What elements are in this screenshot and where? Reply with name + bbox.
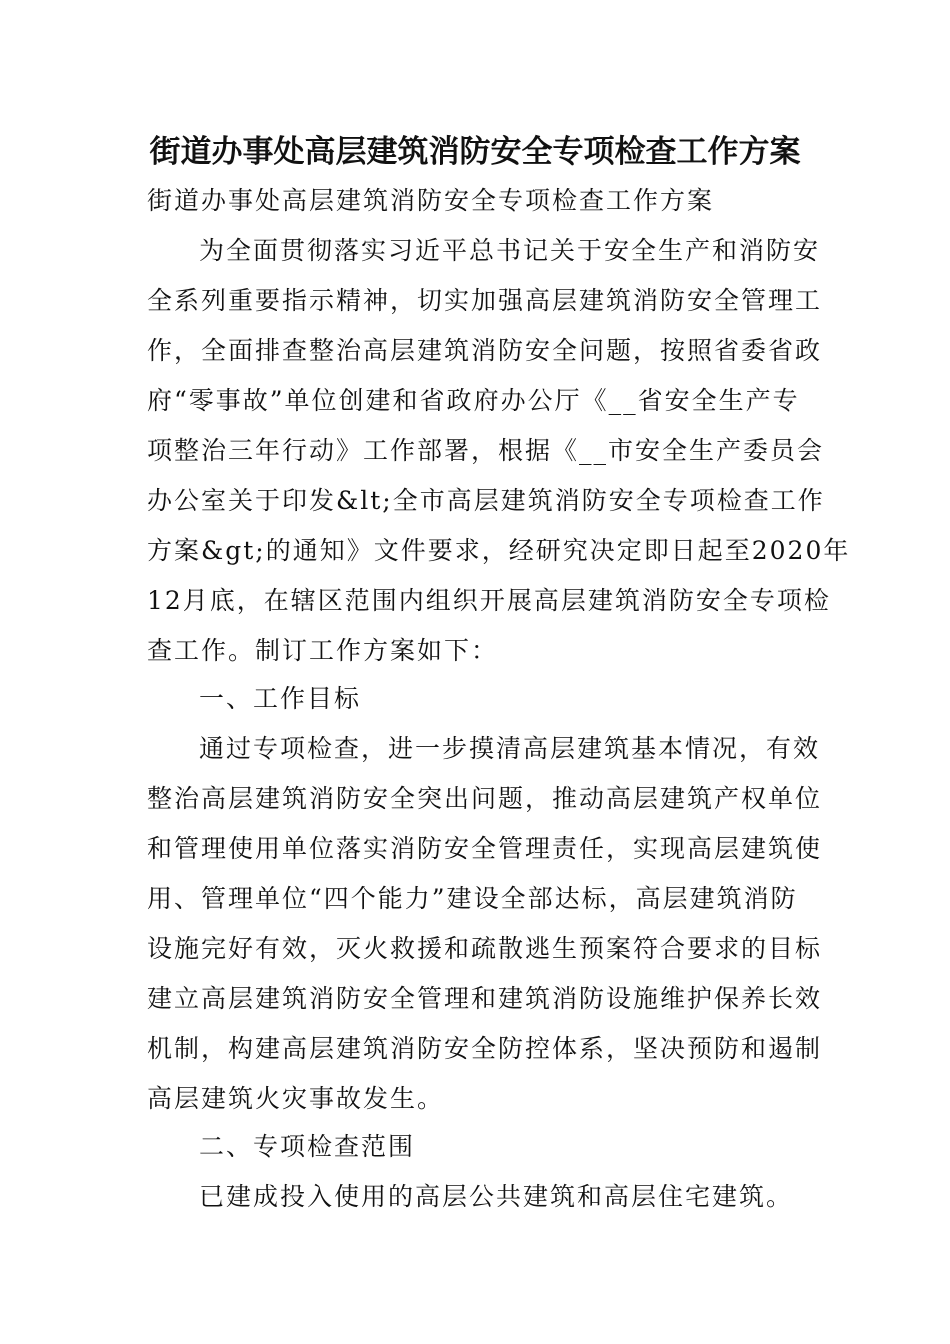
paragraph-line: 府“零事故”单位创建和省政府办公厅《__省安全生产专 [147, 386, 800, 415]
paragraph-line: 机制，构建高层建筑消防安全防控体系，坚决预防和遏制 [147, 1034, 823, 1063]
paragraph-line: 为全面贯彻落实习近平总书记关于安全生产和消防安 [199, 236, 821, 265]
paragraph-line: 设施完好有效，灭火救援和疏散逃生预案符合要求的目标 [147, 934, 823, 963]
section-heading-goals [147, 674, 807, 724]
section-heading-text: 一、工作目标 [199, 684, 362, 713]
paragraph-line: 全系列重要指示精神，切实加强高层建筑消防安全管理工 [147, 286, 823, 315]
section-heading-scope [147, 1122, 807, 1172]
paragraph-line: 项整治三年行动》工作部署，根据《__市安全生产委员会 [147, 436, 825, 465]
paragraph-line: 12月底，在辖区范围内组织开展高层建筑消防安全专项检 [147, 586, 831, 615]
paragraph-line: 通过专项检查，进一步摸清高层建筑基本情况，有效 [199, 734, 821, 763]
document-subtitle: 街道办事处高层建筑消防安全专项检查工作方案 [147, 186, 715, 215]
paragraph-line: 用、管理单位“四个能力”建设全部达标，高层建筑消防 [147, 884, 798, 913]
paragraph-line: 建立高层建筑消防安全管理和建筑消防设施维护保养长效 [147, 984, 823, 1013]
paragraph-line: 高层建筑火灾事故发生。 [147, 1084, 445, 1113]
paragraph-line: 已建成投入使用的高层公共建筑和高层住宅建筑。 [199, 1182, 794, 1211]
paragraph-line: 查工作。制订工作方案如下： [147, 636, 499, 665]
document-title: 街道办事处高层建筑消防安全专项检查工作方案 [149, 134, 801, 170]
section-heading-text: 二、专项检查范围 [199, 1132, 416, 1161]
paragraph-line: 作，全面排查整治高层建筑消防安全问题，按照省委省政 [147, 336, 823, 365]
goals-paragraph [147, 724, 823, 1124]
intro-paragraph [147, 226, 851, 676]
paragraph-line: 办公室关于印发&lt;全市高层建筑消防安全专项检查工作 [147, 486, 825, 515]
scope-paragraph [147, 1172, 807, 1222]
paragraph-line: 整治高层建筑消防安全突出问题，推动高层建筑产权单位 [147, 784, 823, 813]
paragraph-line: 和管理使用单位落实消防安全管理责任，实现高层建筑使 [147, 834, 823, 863]
paragraph-line: 方案&gt;的通知》文件要求，经研究决定即日起至2020年 [147, 536, 851, 565]
